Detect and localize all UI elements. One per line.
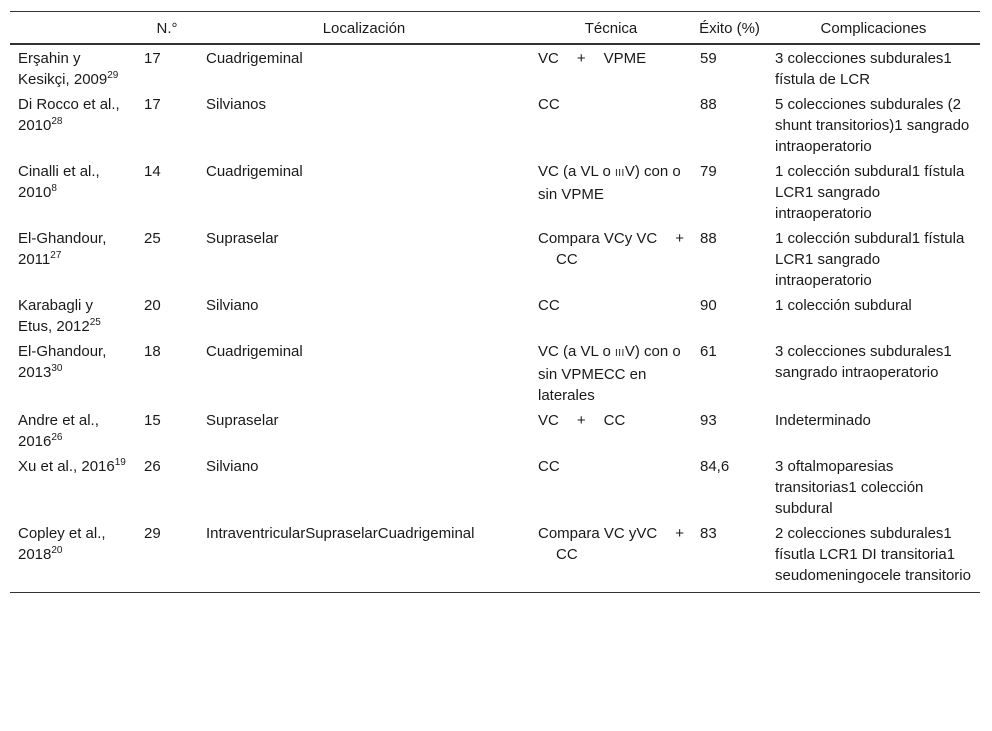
cell-location xyxy=(198,91,530,158)
cell-technique xyxy=(530,225,692,292)
cell-success xyxy=(692,520,767,593)
n-value: 29 xyxy=(144,525,161,542)
cell-location xyxy=(198,225,530,292)
header-technique: Técnica xyxy=(584,20,638,37)
cell-n xyxy=(136,44,198,91)
cell-technique xyxy=(530,520,692,593)
technique-text: CC xyxy=(603,412,626,429)
technique-text: Compara VC yVC xyxy=(538,525,658,542)
location-text: Cuadrigeminal xyxy=(206,163,303,180)
table-row xyxy=(10,520,980,593)
cell-n xyxy=(136,292,198,338)
cell-n xyxy=(136,91,198,158)
author-text: El-Ghandour, 2011 xyxy=(18,230,107,268)
cell-author xyxy=(10,91,136,158)
n-value: 26 xyxy=(144,458,161,475)
location-text: Cuadrigeminal xyxy=(206,50,303,67)
reference-number: 25 xyxy=(89,317,101,328)
technique-text: VC xyxy=(538,50,559,67)
technique-text: CC xyxy=(538,96,560,113)
table-container xyxy=(10,11,980,593)
cell-complications xyxy=(767,225,980,292)
cell-author xyxy=(10,158,136,225)
cell-n xyxy=(136,520,198,593)
cell-complications xyxy=(767,91,980,158)
cell-n xyxy=(136,453,198,520)
reference-number: 19 xyxy=(114,457,126,468)
complications-text: 2 colecciones subdurales1 físutla LCR1 DI transitoria1 seudomeningocele transitorio xyxy=(775,525,971,584)
success-value: 84,6 xyxy=(700,458,730,475)
complications-text: 1 colección subdural1 fístula LCR1 sangrado intraoperatorio xyxy=(775,230,965,289)
reference-number: 28 xyxy=(51,116,63,127)
reference-number: 20 xyxy=(51,545,63,556)
complications-text: 5 colecciones subdurales (2 shunt transitorios)1 sangrado intraoperatorio xyxy=(775,96,970,155)
table-row xyxy=(10,292,980,338)
cell-location xyxy=(198,338,530,407)
technique-text: VPME xyxy=(603,50,647,67)
location-text: Cuadrigeminal xyxy=(206,343,303,360)
n-value: 25 xyxy=(144,230,161,247)
technique-text: CC xyxy=(538,297,560,314)
cell-author xyxy=(10,225,136,292)
cell-success xyxy=(692,407,767,453)
table-body xyxy=(10,44,980,593)
author-text: Erşahin y Kesikçi, 2009 xyxy=(18,50,108,88)
success-value: 79 xyxy=(700,163,717,180)
author-text: El-Ghandour, 2013 xyxy=(18,343,107,381)
table-row xyxy=(10,225,980,292)
location-text: Silviano xyxy=(206,297,259,314)
complications-text: 1 colección subdural1 fístula LCR1 sangrado intraoperatorio xyxy=(775,163,965,222)
success-value: 59 xyxy=(700,50,717,67)
cell-success xyxy=(692,158,767,225)
author-text: Andre et al., 2016 xyxy=(18,412,99,450)
cell-success xyxy=(692,453,767,520)
cell-technique xyxy=(530,158,692,225)
complications-text: Indeterminado xyxy=(775,412,871,429)
success-value: 83 xyxy=(700,525,717,542)
plus-sign: + xyxy=(576,50,586,67)
cell-complications xyxy=(767,338,980,407)
reference-number: 26 xyxy=(51,432,63,443)
reference-number: 27 xyxy=(50,250,62,261)
header-n: N.° xyxy=(156,20,178,37)
table-header-row xyxy=(10,12,980,45)
cell-author xyxy=(10,520,136,593)
author-text: Karabagli y Etus, 2012 xyxy=(18,297,94,335)
cell-complications xyxy=(767,292,980,338)
cell-technique xyxy=(530,407,692,453)
technique-text: VC (a VL o xyxy=(538,343,615,360)
technique-text: CC xyxy=(556,546,578,563)
complications-text: 3 colecciones subdurales1 sangrado intraoperatorio xyxy=(775,343,952,381)
n-value: 20 xyxy=(144,297,161,314)
cell-technique xyxy=(530,91,692,158)
plus-sign: + xyxy=(576,412,586,429)
reference-number: 8 xyxy=(51,183,57,194)
cell-success xyxy=(692,44,767,91)
cell-location xyxy=(198,407,530,453)
comparison-table xyxy=(10,11,980,593)
cell-success xyxy=(692,91,767,158)
reference-number: 29 xyxy=(107,70,119,81)
technique-text: CC xyxy=(556,251,578,268)
reference-number: 30 xyxy=(51,363,63,374)
cell-author xyxy=(10,338,136,407)
header-complications: Complicaciones xyxy=(820,20,927,37)
n-value: 18 xyxy=(144,343,161,360)
cell-complications xyxy=(767,44,980,91)
header-author xyxy=(10,12,136,45)
plus-sign: + xyxy=(675,525,684,542)
technique-text: CC xyxy=(538,458,560,475)
cell-complications xyxy=(767,453,980,520)
cell-success xyxy=(692,338,767,407)
cell-complications xyxy=(767,407,980,453)
location-text: Supraselar xyxy=(206,412,279,429)
cell-location xyxy=(198,44,530,91)
table-row xyxy=(10,44,980,91)
cell-location xyxy=(198,520,530,593)
success-value: 93 xyxy=(700,412,717,429)
author-text: Xu et al., 2016 xyxy=(18,458,115,475)
table-row xyxy=(10,338,980,407)
cell-author xyxy=(10,44,136,91)
cell-author xyxy=(10,292,136,338)
cell-n xyxy=(136,158,198,225)
cell-technique xyxy=(530,453,692,520)
cell-location xyxy=(198,453,530,520)
header-success: Éxito (%) xyxy=(699,20,760,37)
cell-complications xyxy=(767,158,980,225)
complications-text: 3 oftalmoparesias transitorias1 colección subdural xyxy=(775,458,924,517)
technique-text: VC xyxy=(538,412,559,429)
n-value: 17 xyxy=(144,50,161,67)
cell-location xyxy=(198,292,530,338)
table-row xyxy=(10,453,980,520)
n-value: 17 xyxy=(144,96,161,113)
author-text: Copley et al., 2018 xyxy=(18,525,106,563)
plus-sign: + xyxy=(675,230,684,247)
cell-complications xyxy=(767,520,980,593)
author-text: Di Rocco et al., 2010 xyxy=(18,96,120,134)
author-text: Cinalli et al., 2010 xyxy=(18,163,100,201)
location-text: Supraselar xyxy=(206,230,279,247)
location-text: Silvianos xyxy=(206,96,267,113)
roman-numeral: III xyxy=(614,168,625,179)
table-row xyxy=(10,407,980,453)
cell-technique xyxy=(530,338,692,407)
header-location: Localización xyxy=(322,20,406,37)
technique-text: VC (a VL o xyxy=(538,163,615,180)
n-value: 14 xyxy=(144,163,161,180)
cell-success xyxy=(692,292,767,338)
complications-text: 1 colección subdural xyxy=(775,297,912,314)
success-value: 88 xyxy=(700,96,717,113)
cell-n xyxy=(136,225,198,292)
success-value: 88 xyxy=(700,230,717,247)
technique-text: Compara VCy VC xyxy=(538,230,658,247)
cell-technique xyxy=(530,44,692,91)
cell-n xyxy=(136,407,198,453)
table-row xyxy=(10,158,980,225)
success-value: 61 xyxy=(700,343,717,360)
cell-n xyxy=(136,338,198,407)
location-text: IntraventricularSupraselarCuadrigeminal xyxy=(206,525,475,542)
cell-author xyxy=(10,407,136,453)
success-value: 90 xyxy=(700,297,717,314)
cell-author xyxy=(10,453,136,520)
technique-text: V) con o sin VPMECC en laterales xyxy=(538,343,681,404)
table-row xyxy=(10,91,980,158)
cell-location xyxy=(198,158,530,225)
location-text: Silviano xyxy=(206,458,259,475)
cell-success xyxy=(692,225,767,292)
complications-text: 3 colecciones subdurales1 fístula de LCR xyxy=(775,50,952,88)
roman-numeral: III xyxy=(614,348,625,359)
n-value: 15 xyxy=(144,412,161,429)
technique-text: V) con o sin VPME xyxy=(538,163,681,203)
cell-technique xyxy=(530,292,692,338)
